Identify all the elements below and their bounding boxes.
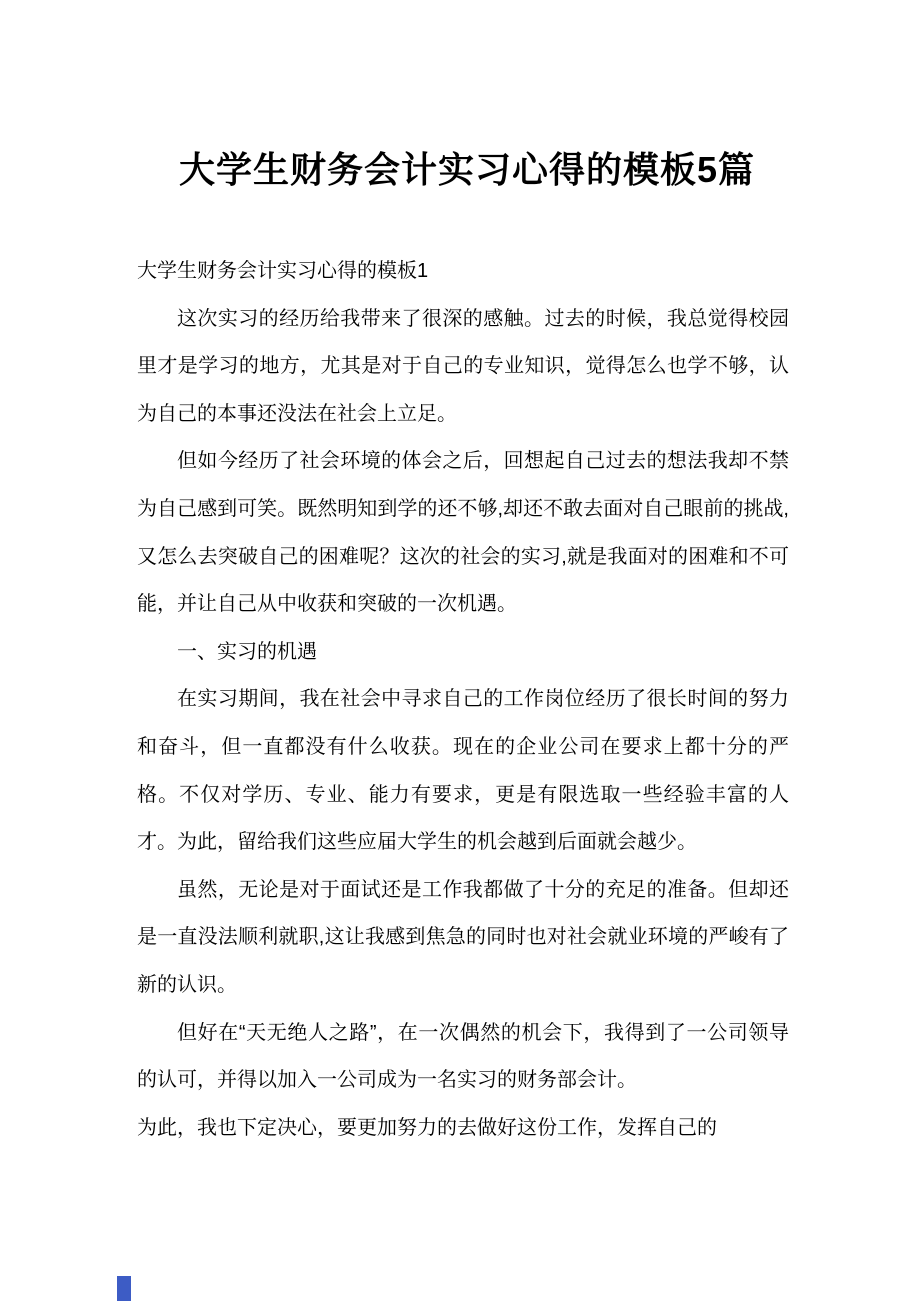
paragraph-resolution: 为此，我也下定决心，要更加努力的去做好这份工作，发挥自己的	[137, 1116, 717, 1139]
paragraph-intro: 这次实习的经历给我带来了很深的感触。过去的时候，我总觉得校园里才是学习的地方，尤其是对于自己的专业知识，觉得怎么也学不够，认为自己的本事还没法在社会上立足。	[137, 307, 789, 425]
document-title: 大学生财务会计实习心得的模板5篇	[179, 149, 756, 190]
paragraph-reflection: 但如今经历了社会环境的体会之后，回想起自己过去的想法我却不禁为自己感到可笑。既然明知到学的还不够,却还不敢去面对自己眼前的挑战,又怎么去突破自己的困难呢？这次的社会的实习,就是我面对的困难和不可能，并让自己从中收获和突破的一次机遇。	[137, 450, 789, 616]
paragraph-section-heading: 一、实习的机遇	[177, 640, 317, 663]
paragraph-subtitle: 大学生财务会计实习心得的模板1	[137, 260, 429, 282]
paragraph-job-search: 在实习期间，我在社会中寻求自己的工作岗位经历了很长时间的努力和奋斗，但一直都没有什么收获。现在的企业公司在要求上都十分的严格。不仅对学历、专业、能力有要求，更是有限选取一些经验丰富的人才。为此，留给我们这些应届大学生的机会越到后面就会越少。	[137, 688, 789, 854]
paragraph-interview: 虽然，无论是对于面试还是工作我都做了十分的充足的准备。但却还是一直没法顺利就职,这让我感到焦急的同时也对社会就业环境的严峻有了新的认识。	[137, 878, 789, 996]
document-content	[137, 147, 789, 1152]
paragraph-opportunity: 但好在“天无绝人之路”，在一次偶然的机会下，我得到了一公司领导的认可，并得以加入一公司成为一名实习的财务部会计。	[137, 1021, 789, 1092]
page-corner-marker	[117, 1276, 131, 1301]
